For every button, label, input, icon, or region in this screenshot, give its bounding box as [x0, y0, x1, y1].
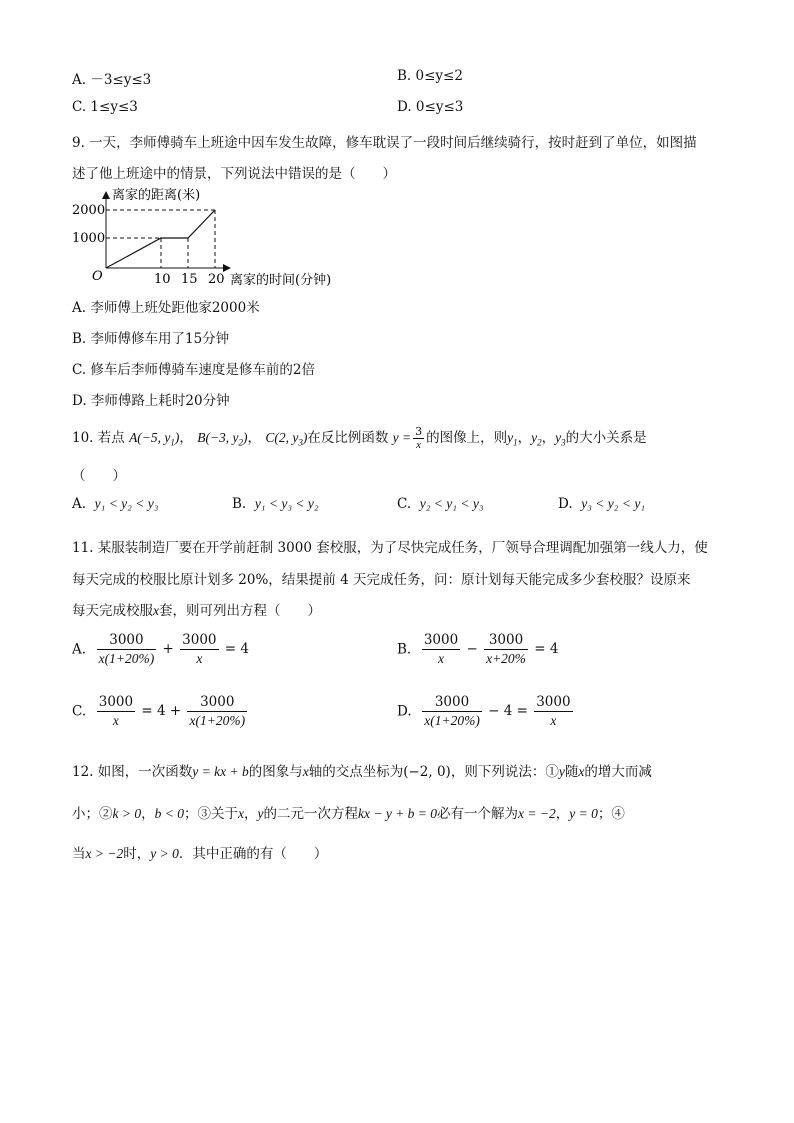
q9-stem-line1: 9. 一天，李师傅骑车上班途中因车发生故障，修车耽误了一段时间后继续骑行，按时赶到了单位，如图描	[72, 135, 697, 151]
y-axis-label: 离家的距离(米)	[112, 188, 201, 203]
q11-option-a: A. $\frac{3000}{x(1+20\%)}$ + $\frac{3000}{x}$ = 4	[72, 632, 249, 666]
q9-option-c: C. 修车后李师傅骑车速度是修车前的2倍	[72, 362, 316, 378]
q11-option-d: D. $\frac{3000}{x(1+20\%)}$ − 4 = $\frac{3000}{x}$	[397, 694, 571, 728]
q11-stem-line3: 每天完成校服x套，则可列出方程（ ）	[72, 603, 321, 619]
q9-option-d: D. 李师傅路上耗时20分钟	[72, 393, 230, 409]
q10-paren: （ ）	[72, 468, 126, 484]
q10-option-a: A. y₁ < y₂ < y₃	[72, 496, 159, 512]
q9-stem-line2: 述了他上班途中的情景，下列说法中错误的是（ ）	[72, 166, 396, 182]
q10-stem-line1: 10. 若点 A(−5, $y_1$)， B(−3, $y_2$)， C(2, $y_3$)在反比例函数 y = $\frac{3}{x}$ 的图像上，则$y_1$，$y_2$，$y_3$的大小关系是	[72, 425, 647, 451]
q10-option-c: C. y₂ < y₁ < y₃	[397, 496, 484, 512]
q11-stem-line1: 11. 某服装制造厂要在开学前赶制 3000 套校服，为了尽快完成任务，厂领导合理调配加强第一线人力，使	[72, 540, 708, 556]
ytick-1000: 1000	[72, 231, 106, 246]
x-axis-label: 离家的时间(分钟)	[230, 273, 332, 288]
q12-stem-line3: 当x > −2时，y > 0．其中正确的有（ ）	[72, 846, 328, 862]
distance-time-graph	[70, 186, 360, 290]
q8-option-a: A. －3≤y≤3	[72, 72, 152, 88]
q8-option-d: D. 0≤y≤3	[397, 99, 464, 115]
xtick-20: 20	[208, 272, 225, 287]
q10-option-d: D. y₃ < y₂ < y₁	[558, 496, 646, 512]
q8-option-c: C. 1≤y≤3	[72, 99, 138, 115]
q12-stem-line1: 12. 如图，一次函数y = kx + b的图象与x轴的交点坐标为(−2, 0)，则下列说法：①y随x的增大而减	[72, 764, 652, 780]
q11-stem-line2: 每天完成的校服比原计划多 20%，结果提前 4 天完成任务，问：原计划每天能完成多少套校服？设原来	[72, 572, 691, 588]
q10-option-b: B. y₁ < y₃ < y₂	[232, 496, 319, 512]
q9-option-b: B. 李师傅修车用了15分钟	[72, 331, 230, 347]
xtick-10: 10	[154, 272, 171, 287]
q11-option-c: C. $\frac{3000}{x}$ = 4 + $\frac{3000}{x(1+20\%)}$	[72, 694, 246, 728]
xtick-15: 15	[181, 272, 198, 287]
q8-option-b: B. 0≤y≤2	[397, 68, 463, 84]
q9-option-a: A. 李师傅上班处距他家2000米	[72, 300, 260, 316]
ytick-2000: 2000	[72, 203, 106, 218]
q12-stem-line2: 小；②k > 0，b < 0；③关于x，y的二元一次方程kx − y + b = 0必有一个解为x = −2，y = 0；④	[72, 806, 625, 822]
q11-option-b: B. $\frac{3000}{x}$ − $\frac{3000}{x+20\%}$ = 4	[397, 632, 559, 666]
origin-label: O	[92, 269, 103, 284]
